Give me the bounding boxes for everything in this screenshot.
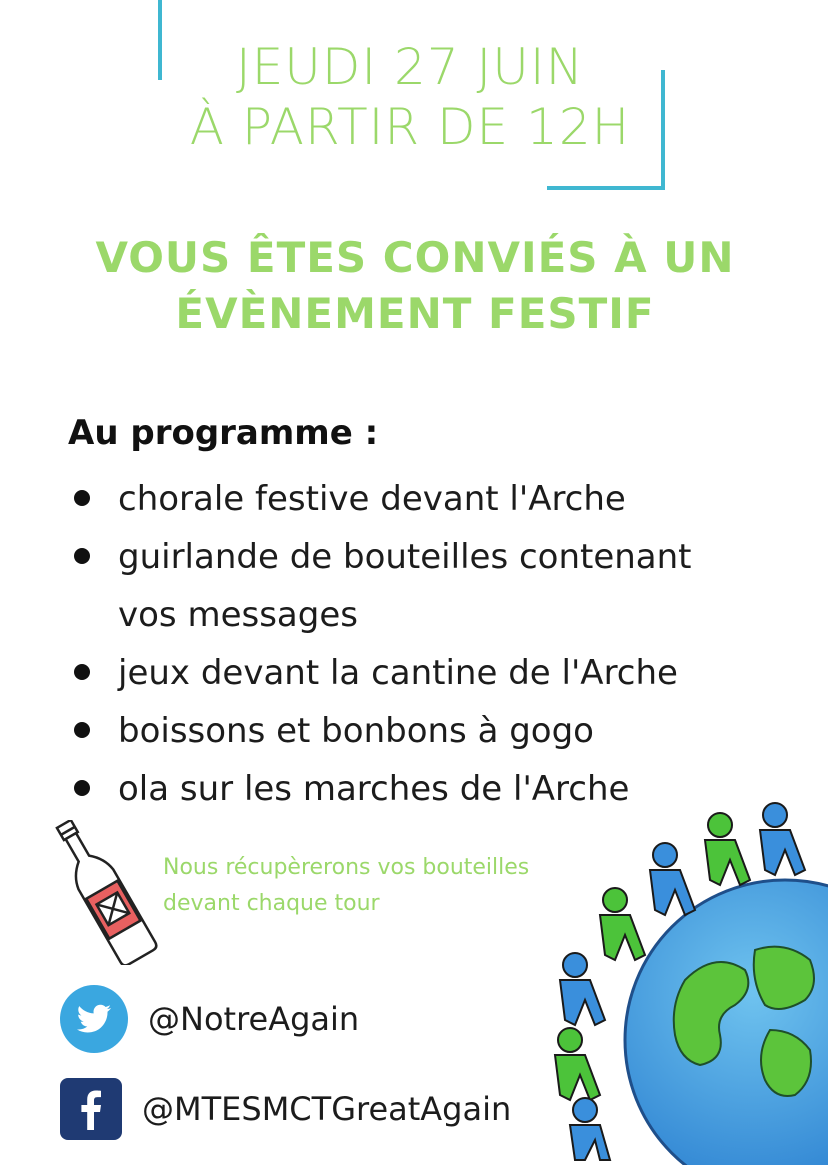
headline-line-1: VOUS ÊTES CONVIÉS À UN — [95, 233, 735, 282]
bullet-icon — [74, 664, 90, 680]
frame-line-right — [661, 70, 665, 190]
twitter-bird-icon — [60, 985, 128, 1053]
program-title: Au programme : — [68, 413, 379, 453]
list-item: ola sur les marches de l'Arche — [68, 760, 808, 818]
bullet-icon — [74, 490, 90, 506]
list-item: jeux devant la cantine de l'Arche — [68, 644, 808, 702]
headline — [60, 230, 770, 342]
list-item: boissons et bonbons à gogo — [68, 702, 808, 760]
event-date: JEUDI 27 JUIN — [235, 38, 585, 96]
event-time: À PARTIR DE 12H — [189, 98, 631, 156]
headline-line-2: ÉVÈNEMENT FESTIF — [175, 289, 655, 338]
bullet-icon — [74, 780, 90, 796]
twitter-handle[interactable]: @NotreAgain — [148, 1000, 360, 1038]
bullet-icon — [74, 722, 90, 738]
facebook-handle[interactable]: @MTESMCTGreatAgain — [142, 1090, 512, 1128]
program-list — [68, 470, 808, 818]
facebook-f-icon — [60, 1078, 122, 1140]
bullet-icon — [74, 548, 90, 564]
frame-line-bottom — [547, 186, 665, 190]
globe-with-people-icon — [545, 790, 828, 1165]
bottle-icon — [45, 820, 160, 965]
list-item: guirlande de bouteilles contenant vos messages — [68, 528, 808, 644]
facebook-row — [60, 1078, 511, 1140]
bottle-note: Nous récupèrerons vos bouteilles devant chaque tour — [163, 855, 530, 916]
twitter-row — [60, 985, 359, 1053]
list-item: chorale festive devant l'Arche — [68, 470, 808, 528]
